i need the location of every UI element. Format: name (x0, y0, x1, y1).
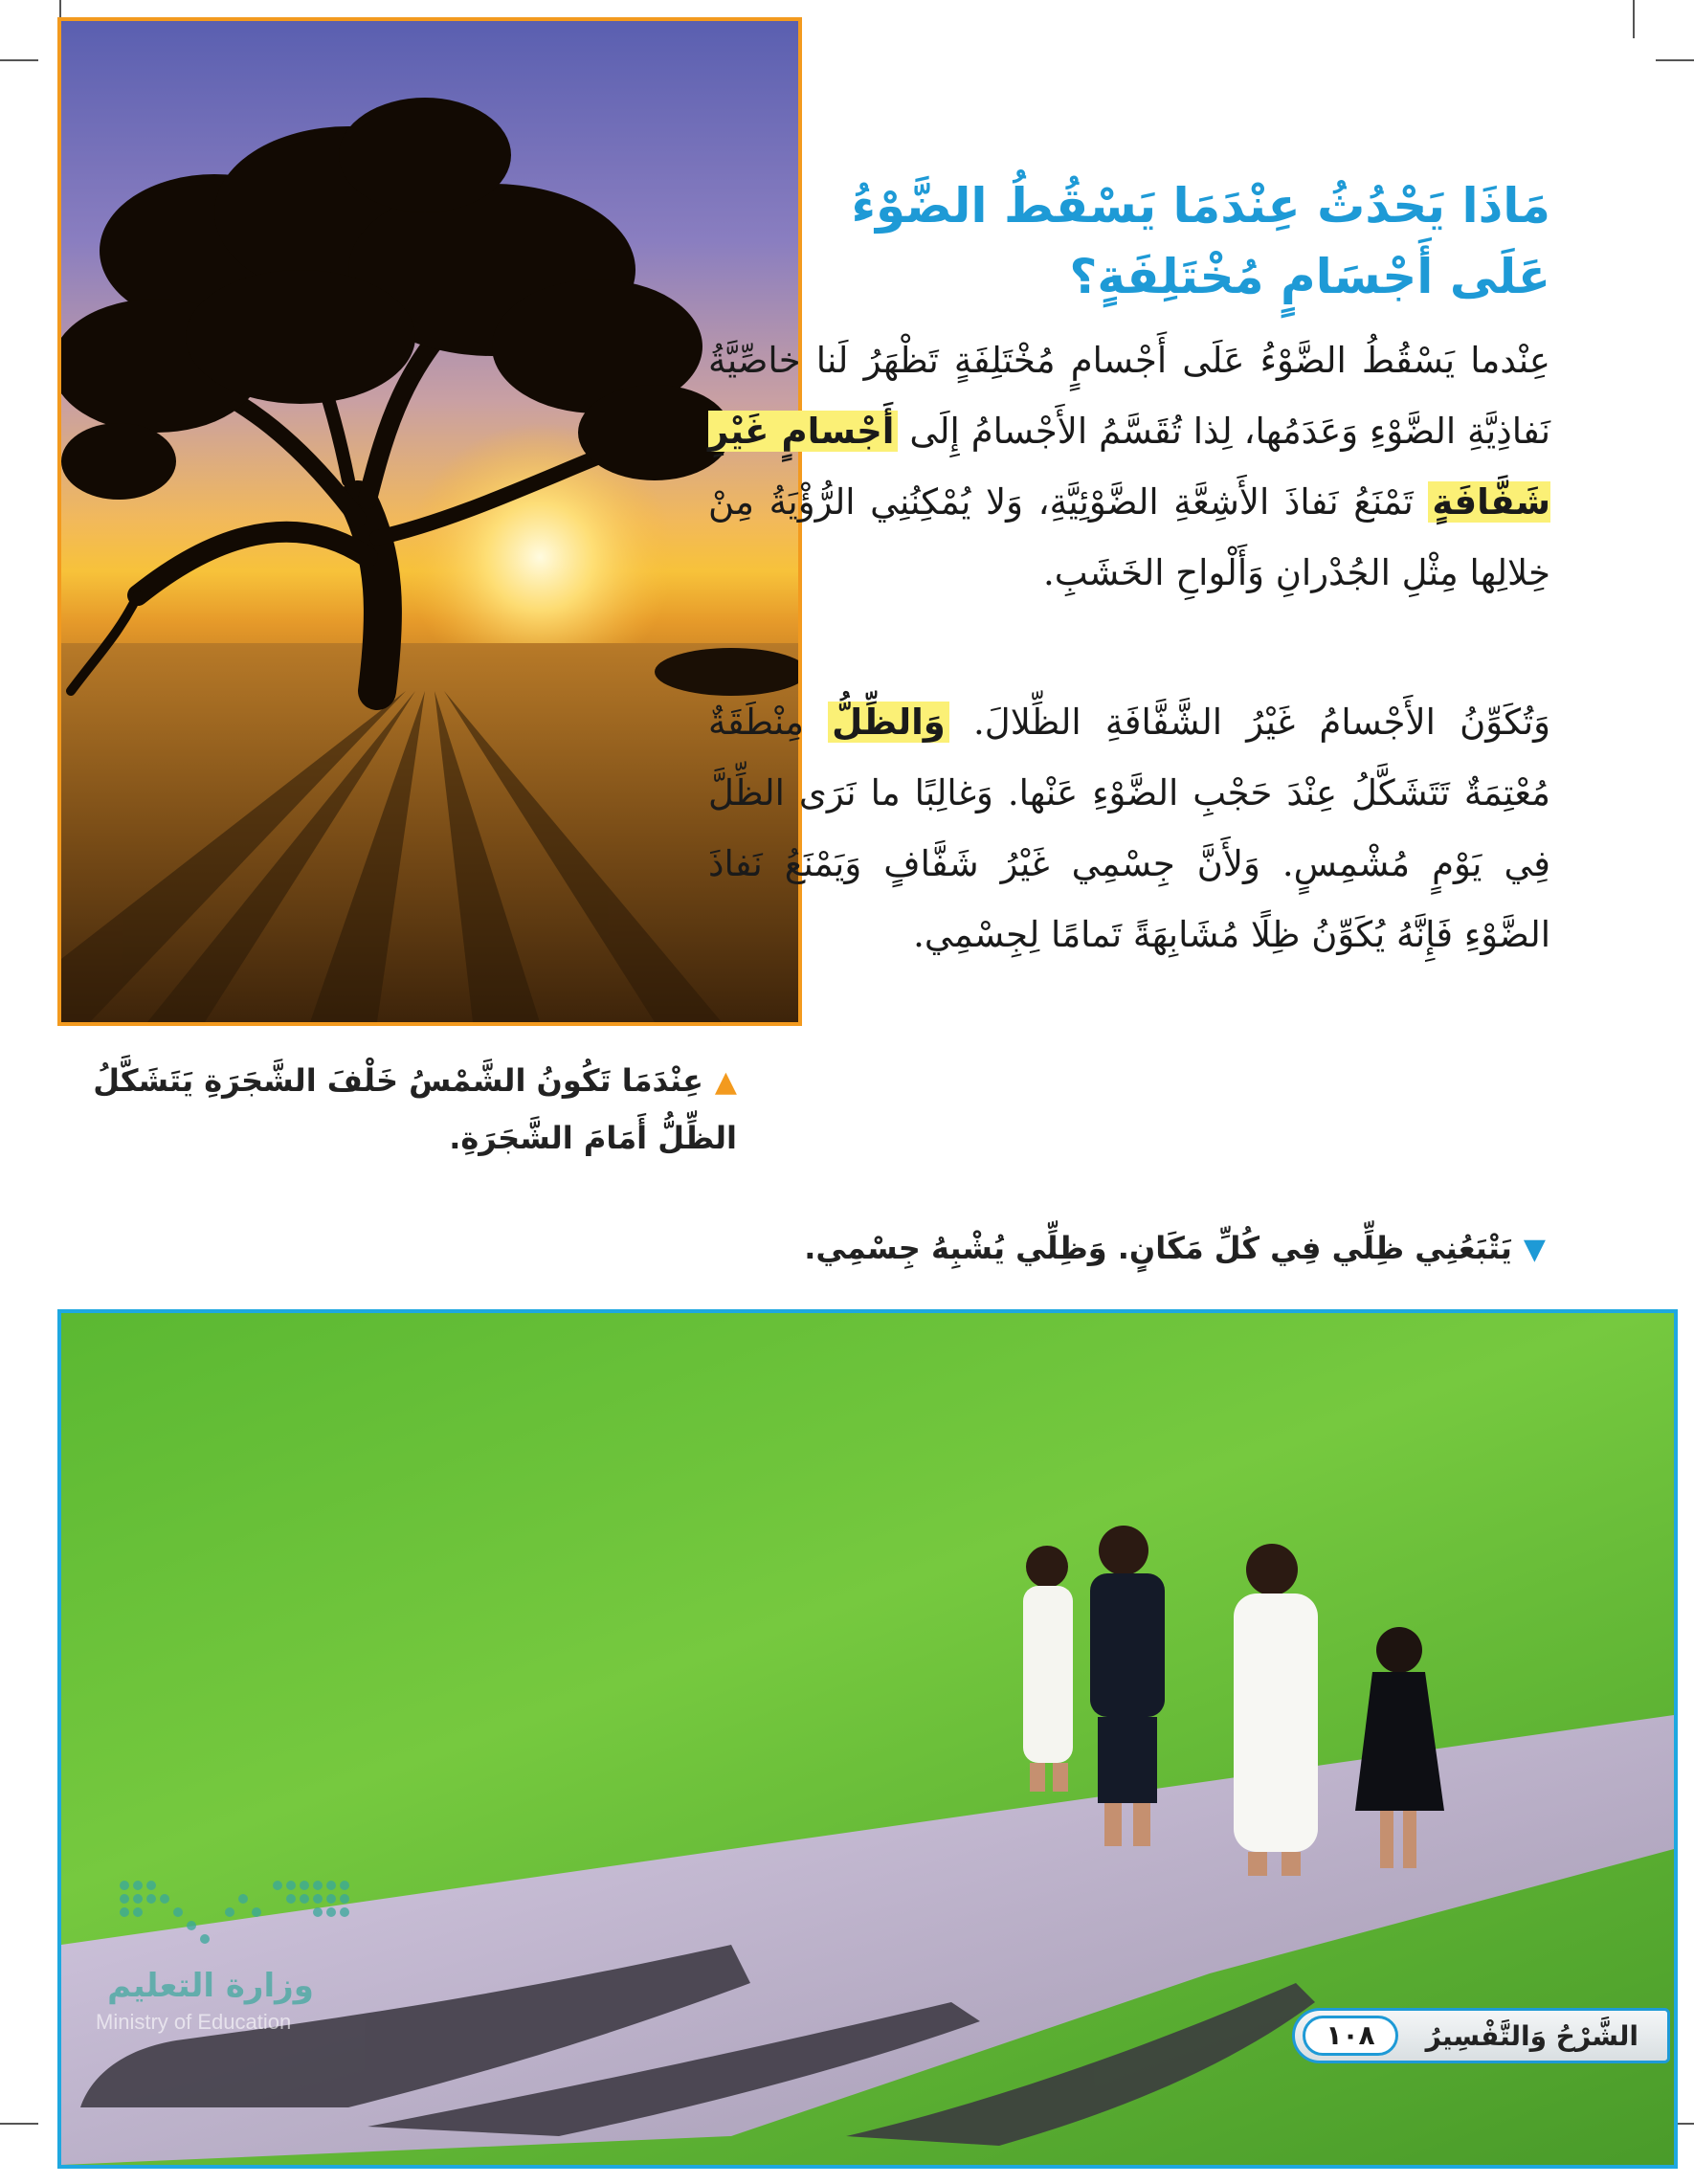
paragraph-text: وَتُكَوِّنُ الأَجْسامُ غَيْرُ الشَّفَّافَةِ الظِّلالَ. (948, 702, 1550, 743)
section-label: الشَّرْحُ وَالتَّفْسِيرُ (1425, 2020, 1638, 2052)
ministry-logo (86, 1866, 373, 2034)
tree-photo-caption (77, 1053, 737, 1166)
tree-silhouette (61, 21, 798, 1022)
body-paragraph-shadow (708, 687, 1550, 970)
section-heading: مَاذَا يَحْدُثُ عِنْدَمَا يَسْقُطُ الضَّوْءُ عَلَى أَجْسَامٍ مُخْتَلِفَةٍ؟ (851, 178, 1550, 304)
caption-text: عِنْدَمَا تَكُونُ الشَّمْسُ خَلْفَ الشَّجَرَةِ يَتَشَكَّلُ الظِّلُّ أَمَامَ الشَّجَرَةِ. (93, 1062, 737, 1156)
child-figure (1023, 1546, 1073, 1792)
caption-text: يَتْبَعُنِي ظِلِّي فِي كُلِّ مَكَانٍ. وَظِلِّي يُشْبِهُ جِسْمِي. (804, 1230, 1512, 1266)
triangle-up-icon: ▲ (714, 1065, 737, 1099)
crop-mark (0, 59, 38, 61)
paragraph-text: تَمْنَعُ نَفاذَ الأَشِعَّةِ الضَّوْئِيَّةِ، وَلا يُمْكِنُنِي الرُّؤْيَةُ مِنْ خِلالِها مِثْلِ الجُدْرانِ وَأَلْواحِ الخَشَبِ. (708, 481, 1550, 593)
body-paragraph-opaque-objects (708, 325, 1550, 609)
ministry-name-en: Ministry of Education (96, 2010, 292, 2034)
tree-sunset-photo (57, 17, 802, 1026)
crop-mark (1656, 59, 1694, 61)
paragraph-text: مِنْطَقَةٌ مُعْتِمَةٌ تَتَشَكَّلُ عِنْدَ حَجْبِ الضَّوْءِ عَنْها. وَغالِبًا ما نَرَى الظِّلَّ فِي يَوْمٍ مُشْمِسٍ. وَلأَنَّ جِسْمِي غَيْرُ شَفَّافٍ وَيَمْنَعُ نَفاذَ الضَّوْءِ فَإِنَّهُ يُكَوِّنُ ظِلًا مُشَابِهَةً تَمامًا لِجِسْمِي. (708, 702, 1550, 955)
ministry-dots-icon (86, 1866, 373, 1962)
child-figure (1090, 1526, 1165, 1846)
highlighted-term: أَجْسامٍ غَيْرِ شَفَّافَةٍ (708, 411, 1550, 523)
triangle-down-icon: ▼ (1523, 1233, 1546, 1266)
page-footer-tab (1292, 2008, 1670, 2063)
crop-mark (1633, 0, 1635, 38)
ministry-name-ar: وزارة التعليم (107, 1967, 314, 2005)
highlighted-term: وَالظِّلُّ (828, 702, 949, 743)
crop-mark (0, 2123, 38, 2125)
paragraph-text: عِنْدما يَسْقُطُ الضَّوْءُ عَلَى أَجْسامٍ مُخْتَلِفَةٍ تَظْهَرُ لَنا خاصِّيَّةُ نَفاذِيَّةِ الضَّوْءِ وَعَدَمُها، لِذا تُقَسَّمُ الأَجْسامُ إِلَى (708, 340, 1550, 452)
page-number: ١٠٨ (1303, 2016, 1398, 2056)
child-figure (1234, 1544, 1318, 1876)
family-photo-caption (684, 1220, 1546, 1278)
